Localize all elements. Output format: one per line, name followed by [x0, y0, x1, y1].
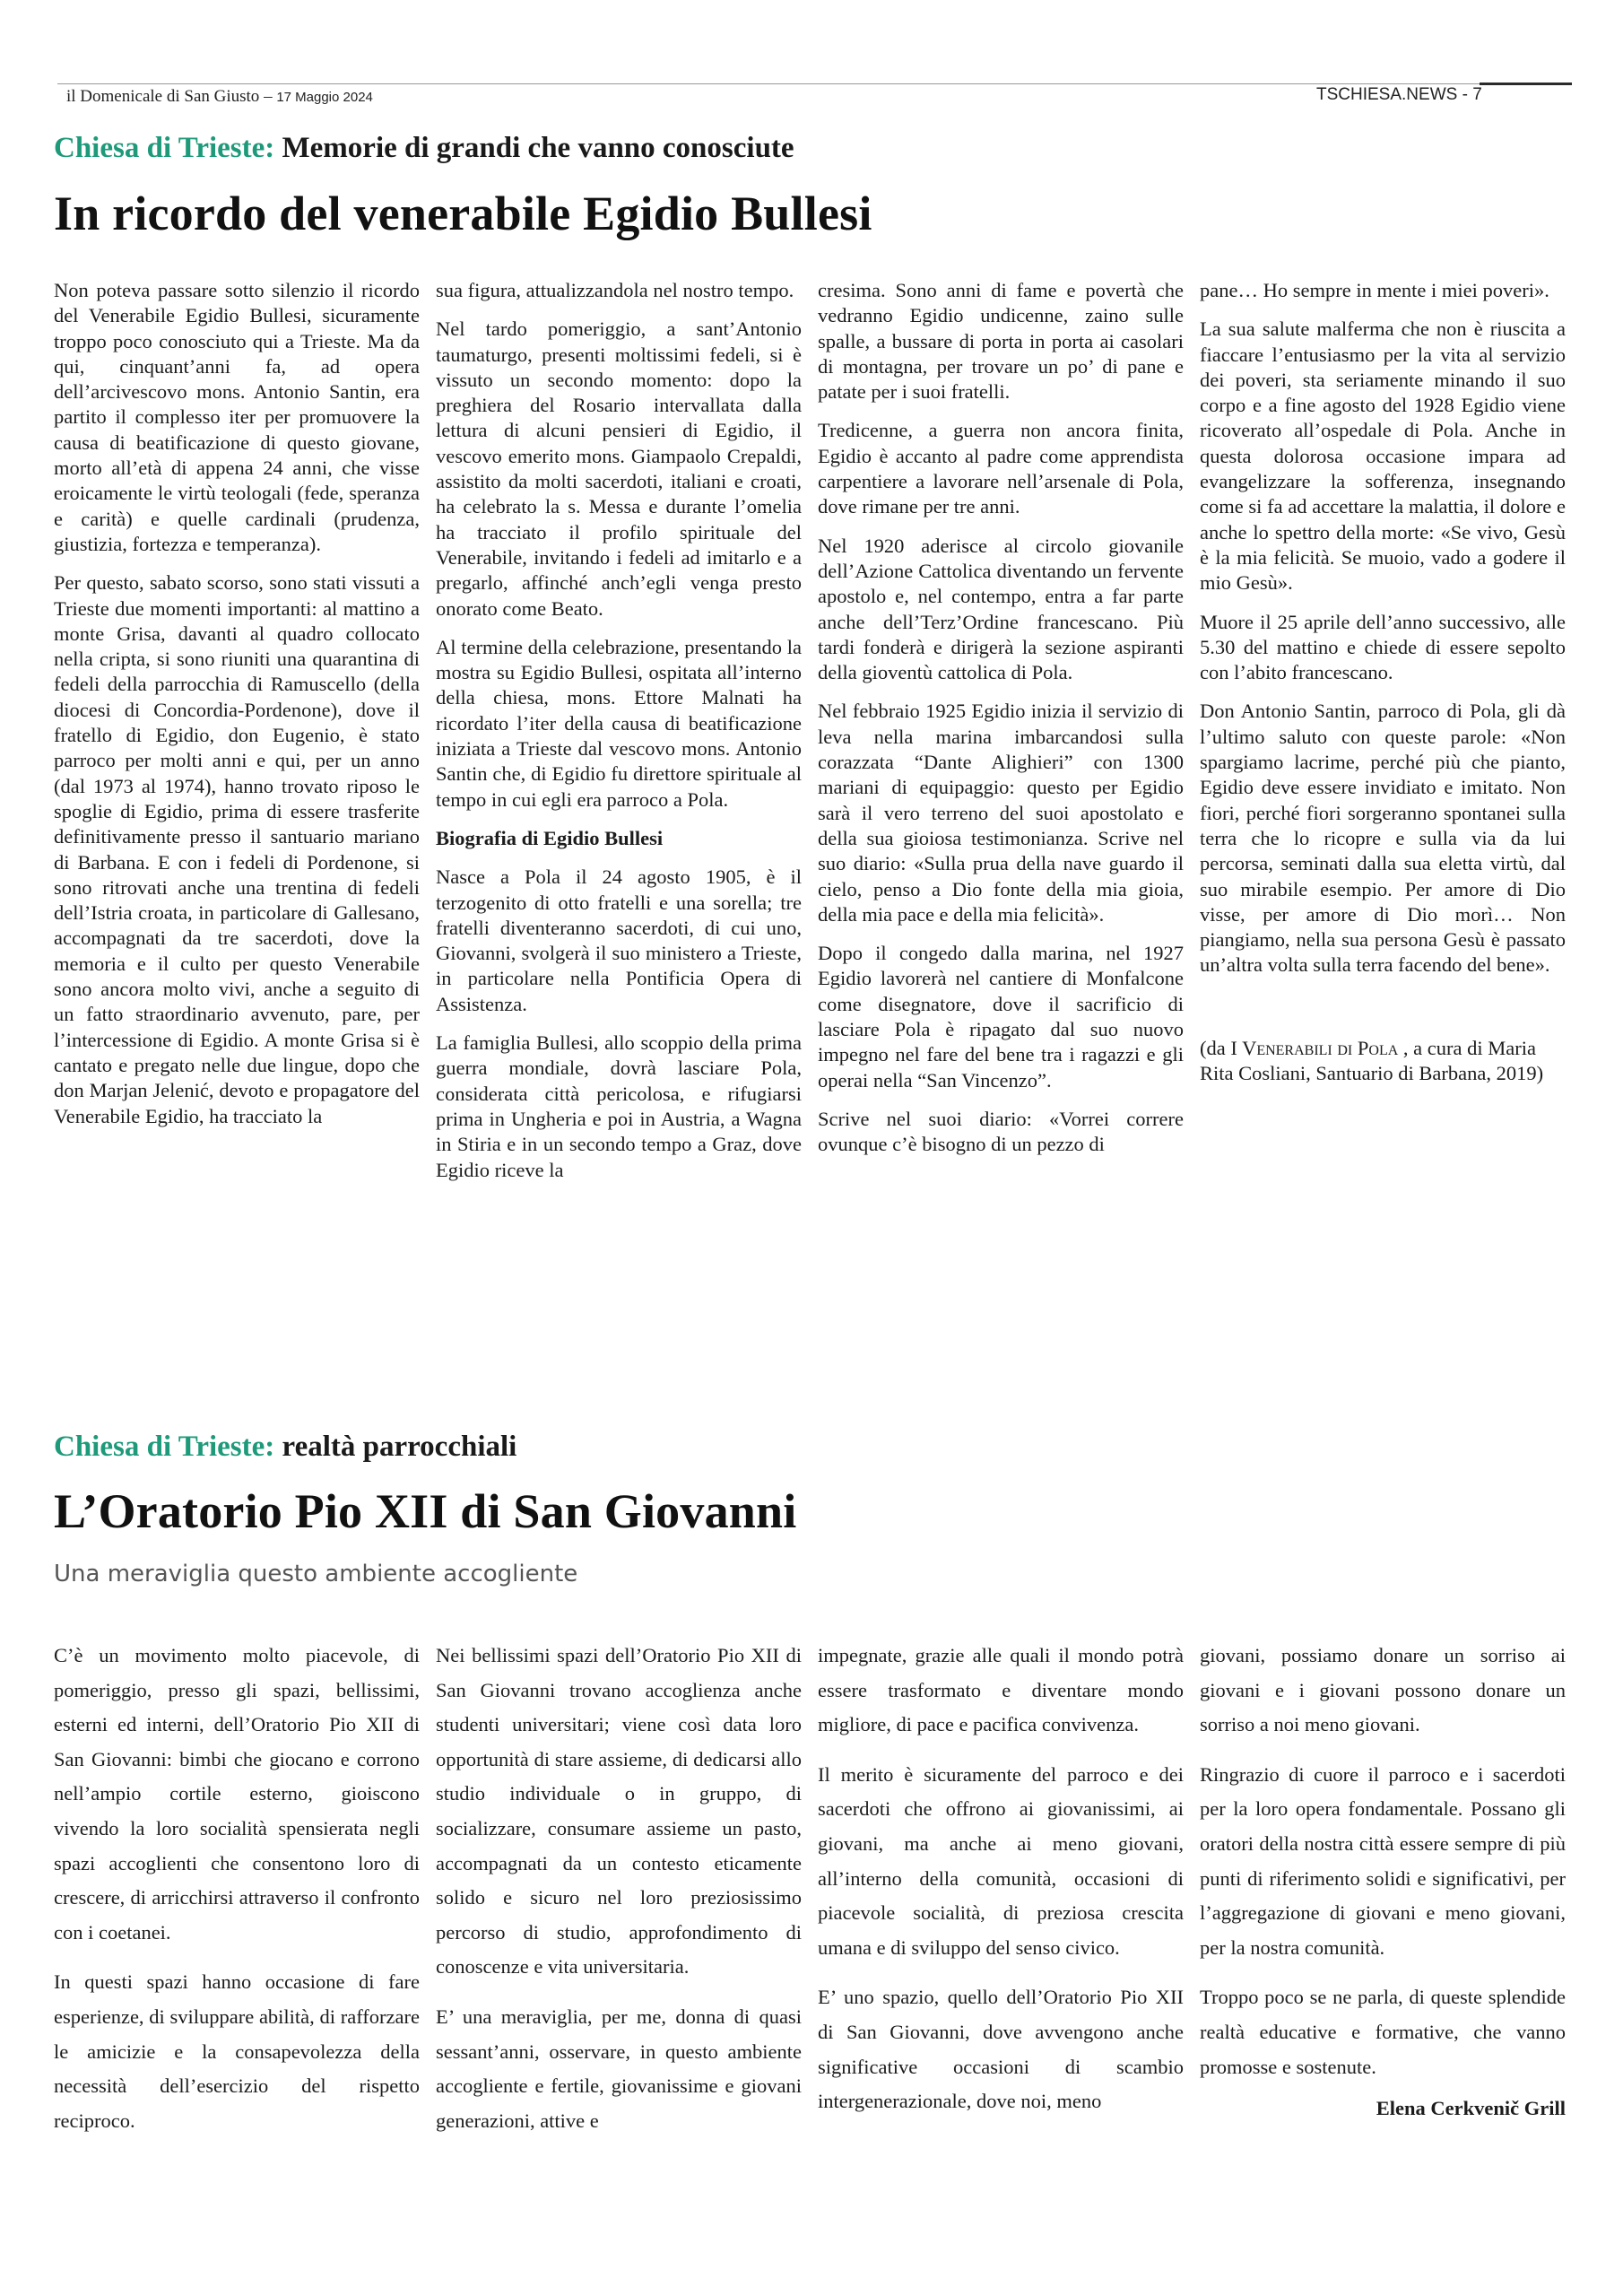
- publication-name: il Domenicale di San Giusto: [66, 87, 260, 106]
- paragraph: Tredicenne, a guerra non ancora finita, Egidio è accanto al padre come apprendista carpentiere a lavorare nell’arsenale di Pola, dove rimane per tre anni.: [818, 419, 1184, 518]
- article2-kicker: [54, 1431, 516, 1464]
- paragraph: sua figura, attualizzandola nel nostro tempo.: [436, 279, 794, 301]
- paragraph: C’è un movimento molto piacevole, di pomeriggio, presso gli spazi, bellissimi, esterni ed interni, dell’Oratorio Pio XII di San Giovanni: bimbi che giocano e corrono nell’ampio cortile esterno, gioiscono vivendo la loro socialità spensierata negli spazi accoglienti che consentono loro di crescere, di arricchirsi attraverso il confronto con i coetanei.: [54, 1644, 420, 1944]
- biography-subheading: Biografia di Egidio Bullesi: [436, 826, 664, 849]
- citation-details: , a cura di Maria Rita Cosliani, Santuario di Barbana, 2019): [1200, 1036, 1544, 1085]
- source-citation: [1200, 1036, 1566, 1087]
- paragraph: Ringrazio di cuore il parroco e i sacerdoti per la loro opera fondamentale. Possano gli oratori della nostra città essere sempre di più punti di riferimento solidi e significativi, per l’aggregazione di giovani e meno giovani, per la nostra comunità.: [1200, 1762, 1566, 1959]
- paragraph: Nel 1920 aderisce al circolo giovanile dell’Azione Cattolica diventando un fervente apostolo e, nel contempo, entra a far parte anche dell’Terz’Ordine francescano. Più tardi fonderà e dirigerà la sezione aspiranti della gioventù cattolica di Pola.: [818, 534, 1184, 684]
- paragraph: Il merito è sicuramente del parroco e dei sacerdoti che offrono ai giovanissimi, ai giovani, ma anche ai meno giovani, all’interno della comunità, occasioni di piacevole socialità, di preziosa crescita umana e di sviluppo del senso civico.: [818, 1762, 1184, 1959]
- citation-prefix: (da: [1200, 1036, 1231, 1059]
- article2-subtitle: Una meraviglia questo ambiente accogliente: [54, 1561, 578, 1587]
- paragraph: Nel febbraio 1925 Egidio inizia il servizio di leva nella marina imbarcandosi sulla corazzata “Dante Alighieri” con 1300 mariani di equipaggio: questo per Egidio sarà il vero terreno del suoi apostolato e della sua gioiosa testimonianza. Scrive nel suo diario: «Sulla prua della nave guardo il cielo, penso a Dio fonte della mia gioia, della mia pace e della mia felicità».: [818, 700, 1184, 926]
- paragraph: E’ uno spazio, quello dell’Oratorio Pio XII di San Giovanni, dove avvengono anche significative occasioni di scambio intergenerazionale, dove noi, meno: [818, 1986, 1184, 2113]
- paragraph: Per questo, sabato scorso, sono stati vissuti a Trieste due momenti importanti: al mattino a monte Grisa, davanti al quadro collocato nella cripta, si sono riuniti una quarantina di fedeli della parrocchia di Ramuscello (della diocesi di Concordia-Pordenone), dove il fratello di Egidio, don Eugenio, è stato parroco per molti anni e qui, per un anno (dal 1973 al 1974), hanno trovato riposo le spoglie di Egidio, prima di essere trasferite definitivamente presso il santuario mariano di Barbana. E con i fedeli di Pordenone, si sono ritrovati anche una trentina di fedeli dell’Istria croata, in particolare di Gallesano, accompagnati da tre sacerdoti, dove la memoria e il culto per questo Venerabile sono ancora molto vivi, anche a seguito di un fatto straordinario avvenuto, pare, per l’intercessione di Egidio. A monte Grisa si è cantato e pregato nelle due lingue, dopo che don Marjan Jelenić, devoto e propagatore del Venerabile Egidio, ha tracciato la: [54, 571, 420, 1127]
- article1-column-3: [818, 278, 1184, 1158]
- header-site-page: [1316, 85, 1482, 105]
- issue-date: 17 Maggio 2024: [276, 90, 373, 105]
- paragraph: La famiglia Bullesi, allo scoppio della prima guerra mondiale, dovrà lasciare Pola, considerata città pericolosa, e rifugiarsi prima in Ungheria e poi in Austria, a Wagna in Stiria e in un secondo tempo a Graz, dove Egidio riceve la: [436, 1031, 802, 1181]
- kicker-section: Chiesa di Trieste:: [54, 132, 275, 164]
- citation-book-title: I Venerabili di Pola: [1230, 1036, 1399, 1059]
- paragraph: cresima. Sono anni di fame e povertà che vedranno Egidio undicenne, zaino sulle spalle, a bussare di porta in porta ai casolari di montagna, per trovare un po’ di pane e patate per i suoi fratelli.: [818, 279, 1184, 404]
- article1-column-2: [436, 278, 802, 1183]
- paragraph: E’ una meraviglia, per me, donna di quasi sessant’anni, osservare, in questo ambiente accogliente e fertile, giovanissime e giovani generazioni, attive e: [436, 2005, 802, 2132]
- kicker-topic: Memorie di grandi che vanno conosciute: [282, 132, 794, 164]
- paragraph: Al termine della celebrazione, presentando la mostra su Egidio Bullesi, ospitata all’interno della chiesa, mons. Ettore Malnati ha ricordato l’iter della causa di beatificazione iniziata a Trieste dal vescovo mons. Antonio Santin che, di Egidio fu direttore spirituale al tempo in cui egli era parroco a Pola.: [436, 635, 802, 811]
- paragraph: giovani, possiamo donare un sorriso ai giovani e i giovani possono donare un sorriso a noi meno giovani.: [1200, 1644, 1566, 1736]
- paragraph: Nel tardo pomeriggio, a sant’Antonio taumaturgo, presenti moltissimi fedeli, si è vissuto un secondo momento: dopo la preghiera del Rosario intervallata dalla lettura di alcuni pensieri di Egidio, il vescovo emerito mons. Giampaolo Crepaldi, assistito da molti sacerdoti, italiani e croati, ha celebrato la s. Messa e durante l’omelia ha tracciato il profilo spirituale del Venerabile, invitando i fedeli ad imitarlo e a pregarlo, affinché anch’egli venga presto onorato come Beato.: [436, 317, 802, 620]
- paragraph: Don Antonio Santin, parroco di Pola, gli dà l’ultimo saluto con queste parole: «Non spargiamo lacrime, perché più che pianto, Egidio deve essere invidiato e imitato. Non fiori, perché fiori sorgeranno spontanei sulla terra che lo ricopre e sulla via da lui percorsa, seminati dalla sua eletta virtù, dal suo mirabile esempio. Per amore di Dio visse, per amore di Dio morì… Non piangiamo, nella sua persona Gesù è passato un’altra volta sulla terra facendo del bene».: [1200, 700, 1566, 977]
- author-signature: Elena Cerkvenič Grill: [1376, 2097, 1566, 2120]
- kicker-section: Chiesa di Trieste:: [54, 1431, 275, 1463]
- article1-kicker: [54, 132, 794, 165]
- paragraph: pane… Ho sempre in mente i miei poveri».: [1200, 279, 1549, 301]
- page-number: - 7: [1457, 85, 1482, 104]
- article2-column-4: [1200, 1639, 1566, 2126]
- paragraph: Scrive nel suoi diario: «Vorrei correre ovunque c’è bisogno di un pezzo di: [818, 1107, 1184, 1156]
- header-publication-line: [66, 87, 373, 107]
- article1-column-4: [1200, 278, 1566, 1086]
- paragraph: In questi spazi hanno occasione di fare esperienze, di sviluppare abilità, di rafforzare le amicizie e la consapevolezza della necessità dell’esercizio del rispetto reciproco.: [54, 1970, 420, 2132]
- article2-headline: L’Oratorio Pio XII di San Giovanni: [54, 1484, 797, 1538]
- article2-column-3: [818, 1639, 1184, 2119]
- paragraph: Non poteva passare sotto silenzio il ricordo del Venerabile Egidio Bullesi, sicuramente troppo poco conosciuto qui a Trieste. Ma da qui, cinquant’anni fa, ad opera dell’arcivescovo mons. Antonio Santin, era partito il complesso iter per promuovere la causa di beatificazione di questo giovane, morto all’età di appena 24 anni, che visse eroicamente le virtù teologali (fede, speranza e carità) e quelle cardinali (prudenza, giustizia, fortezza e temperanza).: [54, 279, 420, 555]
- paragraph: impegnate, grazie alle quali il mondo potrà essere trasformato e diventare mondo migliore, di pace e pacifica convivenza.: [818, 1644, 1184, 1736]
- kicker-topic: realtà parrocchiali: [282, 1431, 517, 1463]
- article2-column-1: [54, 1639, 420, 2138]
- paragraph: La sua salute malferma che non è riuscita a fiaccare l’entusiasmo per la vita al servizio dei poveri, sta seriamente minando il suo corpo e a fine agosto del 1928 Egidio viene ricoverato all’ospedale di Pola. Anche in questa dolorosa occasione impara ad evangelizzare la sofferenza, insegnando come si fa ad accettare la malattia, il dolore e anche lo spettro della morte: «Se vivo, Gesù è la mia felicità. Se muoio, vado a godere il mio Gesù».: [1200, 317, 1566, 595]
- article1-column-1: [54, 278, 420, 1129]
- paragraph: Troppo poco se ne parla, di queste splendide realtà educative e formative, che vanno promosse e sostenute.: [1200, 1986, 1566, 2078]
- paragraph: Nasce a Pola il 24 agosto 1905, è il terzogenito di otto fratelli e una sorella; tre fratelli diventeranno sacerdoti, di cui uno, Giovanni, svolgerà il suo ministero a Trieste, in particolare nella Pontificia Opera di Assistenza.: [436, 865, 802, 1015]
- header-accent-bar: [1480, 83, 1572, 85]
- paragraph: Muore il 25 aprile dell’anno successivo, alle 5.30 del mattino e chiede di essere sepolto con l’abito francescano.: [1200, 610, 1566, 684]
- site-name: TSCHIESA.NEWS: [1316, 85, 1458, 104]
- article2-column-2: [436, 1639, 802, 2138]
- header-rule: [57, 83, 1480, 84]
- article1-headline: In ricordo del venerabile Egidio Bullesi: [54, 187, 872, 240]
- header-separator: –: [259, 87, 277, 106]
- paragraph: Nei bellissimi spazi dell’Oratorio Pio XII di San Giovanni trovano accoglienza anche studenti universitari; viene così data loro opportunità di stare assieme, di dedicarsi allo studio individuale o in gruppo, di socializzare, consumare assieme un pasto, accompagnati da un contesto eticamente solido e sicuro nel loro preziosissimo percorso di studio, approfondimento di conoscenze e vita universitaria.: [436, 1644, 802, 1979]
- page-header: [0, 0, 1623, 117]
- paragraph: Dopo il congedo dalla marina, nel 1927 Egidio lavorerà nel cantiere di Monfalcone come disegnatore, dove il sacrificio di lasciare Pola è ripagato dal suo nuovo impegno nel fare del bene tra i ragazzi e gli operai nella “San Vincenzo”.: [818, 942, 1184, 1091]
